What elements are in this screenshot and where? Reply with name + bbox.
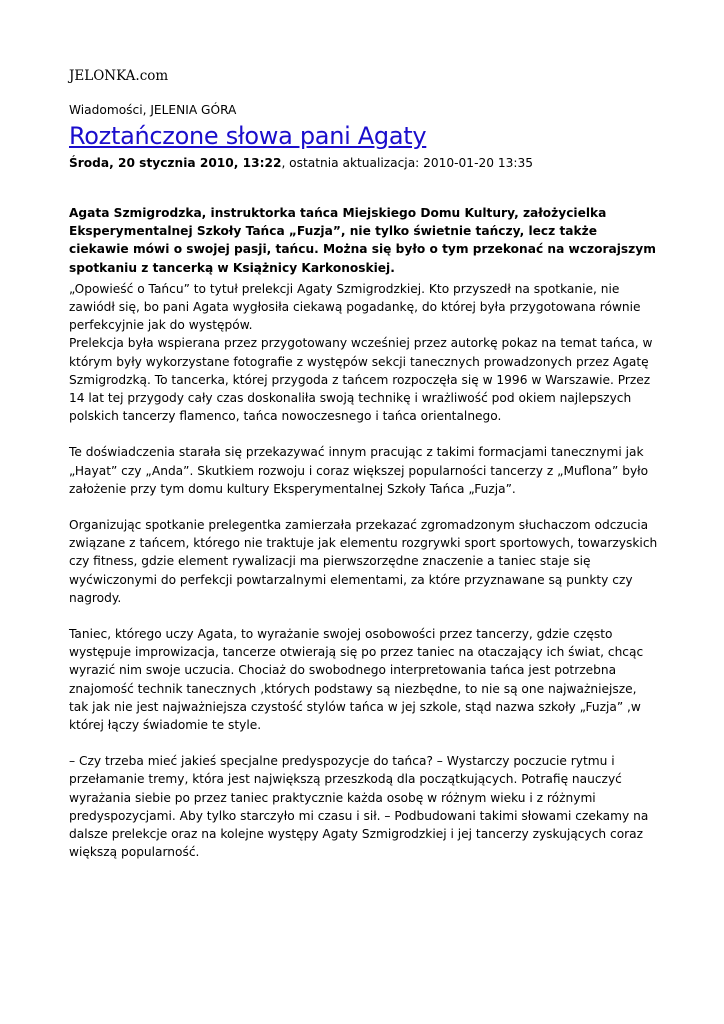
article-paragraph-1: „Opowieść o Tańcu” to tytuł prelekcji Agaty Szmigrodzkiej. Kto przyszedł na spotkanie, nie zawiódł się, bo pani Agata wygłosiła ciekawą pogadankę, do której była przygotowana równie perfekcyjnie jak do występów. <box>69 281 641 333</box>
article-lead: Agata Szmigrodzka, instruktorka tańca Miejskiego Domu Kultury, założycielka Eksperymentalnej Szkoły Tańca „Fuzja”, nie tylko świetnie tańczy, lecz także ciekawie mówi o swojej pasji, tańcu. Można się było o tym przekonać na wczorajszym spotkaniu z tancerką w Książnicy Karkonoskiej. <box>69 206 656 275</box>
article-date: Środa, 20 stycznia 2010, 13:22 <box>69 156 282 170</box>
article-paragraph-3: Te doświadczenia starała się przekazywać innym pracując z takimi formacjami tanecznymi jak „Hayat” czy „Anda”. Skutkiem rozwoju i coraz większej popularności tancerzy z „Muflona” było założenie przy tym domu kultury Eksperymentalnej Szkoły Tańca „Fuzja”. <box>69 445 649 496</box>
article-title-link[interactable]: Roztańczone słowa pani Agaty <box>69 122 427 150</box>
article-paragraph-4: Organizując spotkanie prelegentka zamierzała przekazać zgromadzonym słuchaczom odczucia związane z tańcem, którego nie traktuje jak elementu rozgrywki sport sportowych, towarzyskich czy fitness, gdzie element rywalizacji ma pierwszorzędne znaczenie a taniec staje się wyćwiczonymi do perfekcji powtarzalnymi elementami, za które przyznawane są punkty czy nagrody. <box>69 518 658 605</box>
article-category: Wiadomości, JELENIA GÓRA <box>69 103 237 117</box>
article-updated: , ostatnia aktualizacja: 2010-01-20 13:35 <box>281 156 533 170</box>
article-dateline <box>69 154 659 172</box>
article-paragraph-6: – Czy trzeba mieć jakieś specjalne predyspozycje do tańca? – Wystarczy poczucie rytmu i przełamanie tremy, która jest największą przeszkodą dla początkujących. Potrafię nauczyć wyrażania siebie po przez taniec praktycznie każda osobę w różnym wieku i z różnymi predyspozycjami. Aby tylko starczyło mi czasu i sił. – Podbudowani takimi słowami czekamy na dalsze prelekcje oraz na kolejne występy Agaty Szmigrodzkiej i jej tancerzy zyskujących coraz większą popularność. <box>69 754 649 860</box>
article-paragraph-5: Taniec, którego uczy Agata, to wyrażanie swojej osobowości przez tancerzy, gdzie często występuje improwizacja, tancerze otwierają się po przez taniec na otaczający ich świat, chcąc wyrazić nim swoje uczucia. Chociaż do swobodnego interpretowania tańca jest potrzebna znajomość technik tanecznych ,których podstawy są niezbędne, to nie są one najważniejsze, tak jak nie jest najważniejsza czystość stylów tańca w jej szkole, stąd nazwa szkoły „Fuzja” ,w której łączy świadomie te style. <box>69 627 644 733</box>
site-name: JELONKA.com <box>69 68 169 84</box>
article-paragraph-2: Prelekcja była wspierana przez przygotowany wcześniej przez autorkę pokaz na temat tańca, w którym były wykorzystane fotografie z występów sekcji tanecznych prowadzonych przez Agatę Szmigrodzką. To tancerka, której przygoda z tańcem rozpoczęła się w 1996 w Warszawie. Przez 14 lat tej przygody cały czas doskonaliła swoją technikę i wrażliwość pod okiem najlepszych polskich tancerzy flamenco, tańca nowoczesnego i tańca orientalnego. <box>69 336 653 424</box>
document-page <box>69 66 659 880</box>
